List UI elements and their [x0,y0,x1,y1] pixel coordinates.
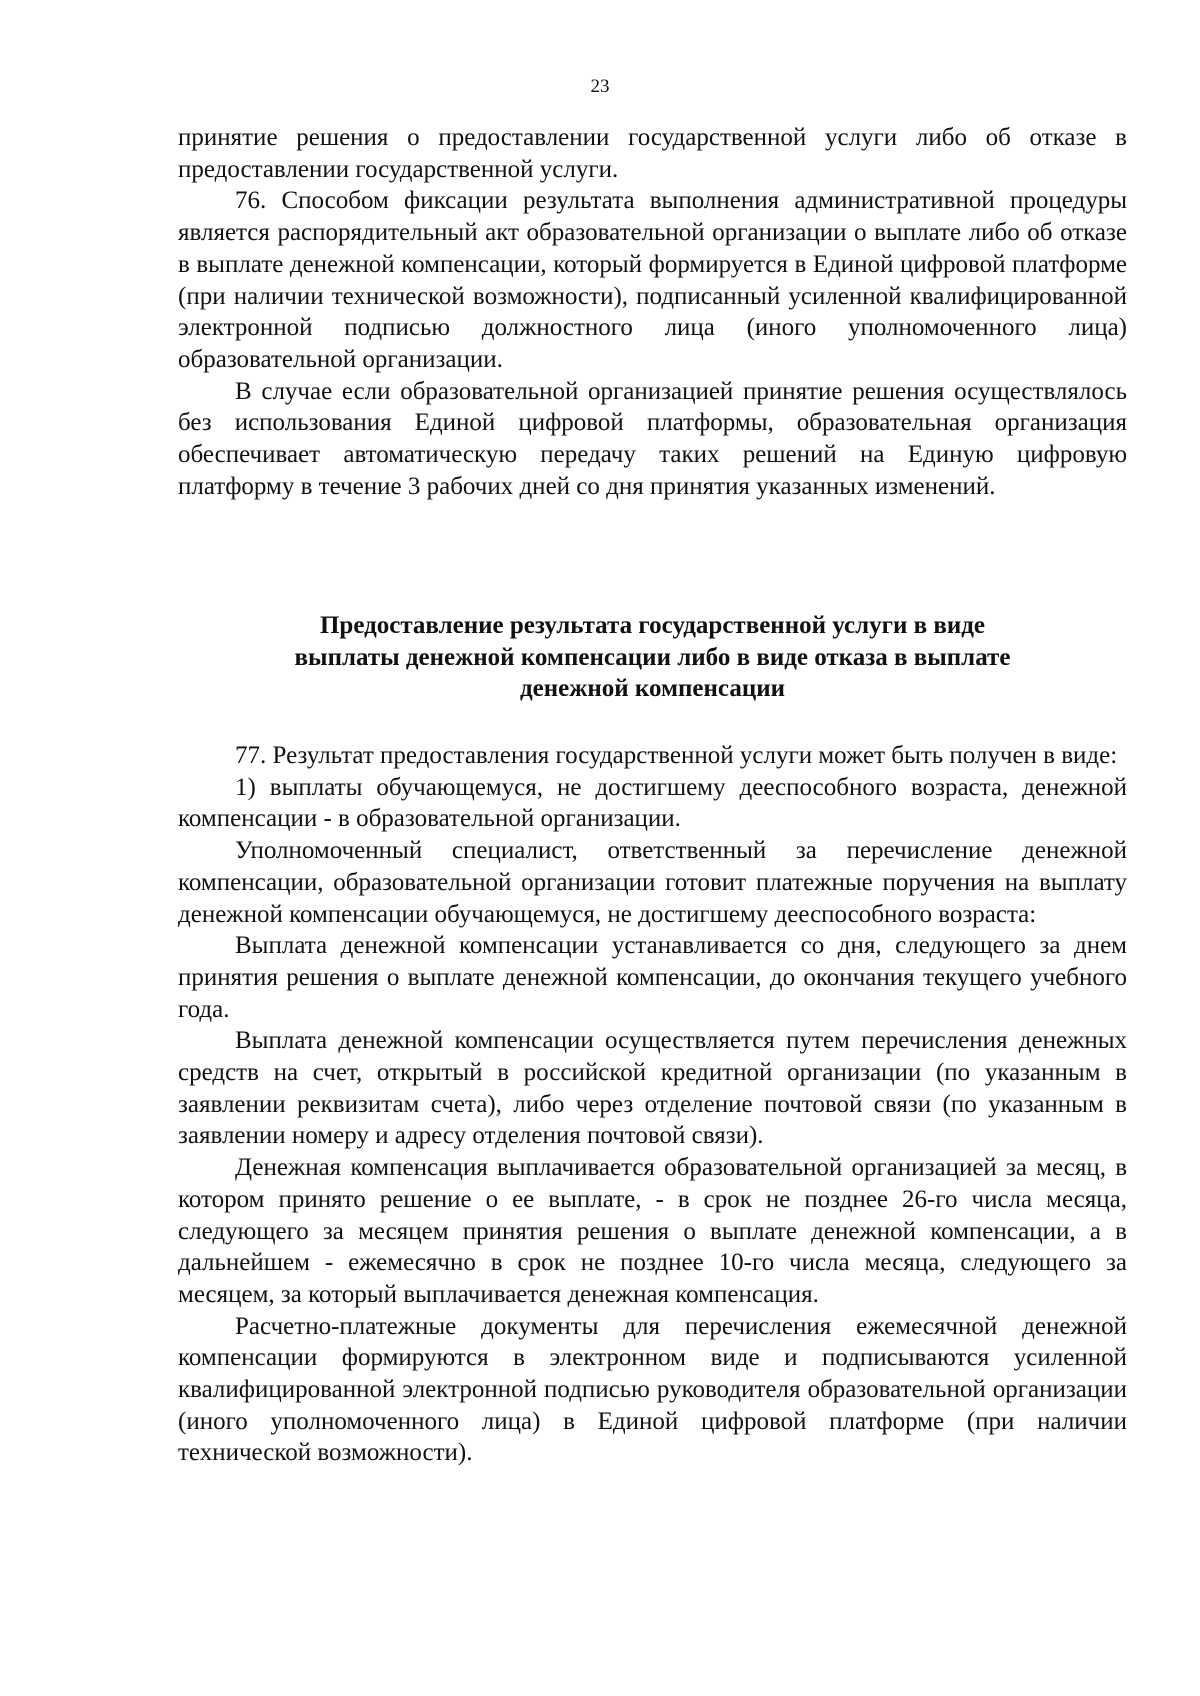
paragraph-76-case: В случае если образовательной организацией принятие решения осуществлялось без использования Единой цифровой платформы, образовательная организация обеспечивает автоматическую передачу таких решений на Единую цифровую платформу в течение 3 рабочих дней со дня принятия указанных изменений. [178,377,1127,500]
section-heading-line-3: денежной компенсации [519,675,786,702]
paragraph-continuation: принятие решения о предоставлении государственной услуги либо об отказе в предоставлении государственной услуги. [178,124,1127,183]
section-body [178,740,1127,1469]
paragraph-payment-start: Выплата денежной компенсации устанавливается со дня, следующего за днем принятия решения о выплате денежной компенсации, до окончания текущего учебного года. [178,932,1127,1023]
paragraph-76: 76. Способом фиксации результата выполнения административной процедуры является распорядительный акт образовательной организации о выплате либо об отказе в выплате денежной компенсации, который формируется в Единой цифровой платформе (при наличии технической возможности), подписанный усиленной квалифицированной электронной подписью должностного лица (иного уполномоченного лица) образовательной организации. [178,187,1127,373]
paragraph-77-item-1: 1) выплаты обучающемуся, не достигшему дееспособного возраста, денежной компенсации - в образовательной организации. [178,773,1127,833]
section-heading-line-1: Предоставление результата государственной услуги в виде [319,612,986,639]
paragraph-specialist: Уполномоченный специалист, ответственный за перечисление денежной компенсации, образовательной организации готовит платежные поручения на выплату денежной компенсации обучающемуся, не достигшему дееспособного возраста: [178,837,1127,928]
section-heading-line-2: выплаты денежной компенсации либо в виде отказа в выплате [294,643,1011,671]
paragraph-payment-schedule: Денежная компенсация выплачивается образовательной организацией за месяц, в котором принято решение о ее выплате, - в срок не позднее 26-го числа месяца, следующего за месяцем принятия решения о выплате денежной компенсации, а в дальнейшем - ежемесячно в срок не позднее 10-го числа месяца, следующего за месяцем, за который выплачивается денежная компенсация. [178,1154,1127,1308]
paragraph-documents: Расчетно-платежные документы для перечисления ежемесячной денежной компенсации формируются в электронном виде и подписываются усиленной квалифицированной электронной подписью руководителя образовательной организации (иного уполномоченного лица) в Единой цифровой платформе (при наличии технической возможности). [178,1312,1127,1467]
paragraph-payment-method: Выплата денежной компенсации осуществляется путем перечисления денежных средств на счет, открытый в российской кредитной организации (по указанным в заявлении реквизитам счета), либо через отделение почтовой связи (по указанным в заявлении номеру и адресу отделения почтовой связи). [178,1027,1127,1150]
section-heading [178,610,1127,705]
paragraph-77: 77. Результат предоставления государственной услуги может быть получен в виде: [235,742,1118,769]
intro-section [178,122,1127,502]
page-number: 23 [590,76,610,97]
